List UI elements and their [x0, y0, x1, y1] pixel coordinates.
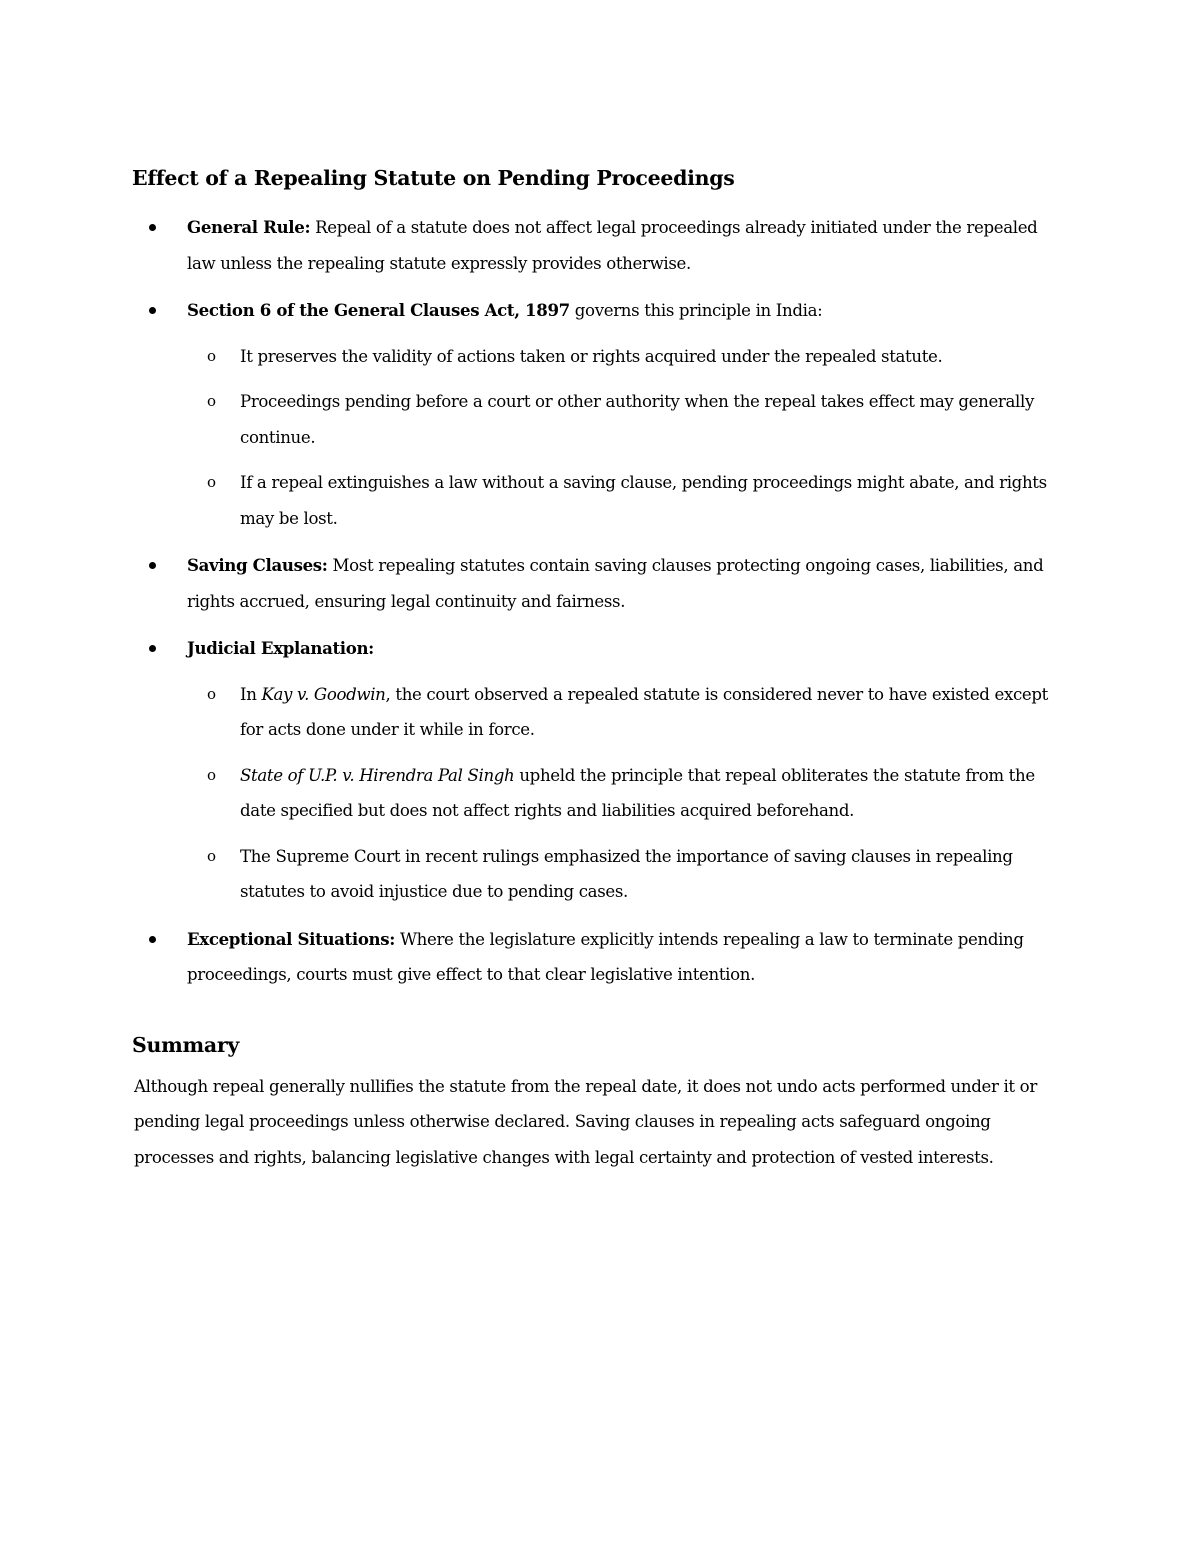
- bullet-label: Judicial Explanation:: [187, 638, 374, 658]
- bullet-icon: [149, 307, 156, 314]
- sub-item-text: It preserves the validity of actions taken or rights acquired under the repealed statute.: [240, 346, 943, 366]
- sub-item: [132, 384, 1062, 455]
- sub-item: [132, 758, 1062, 829]
- bullet-text: Most repealing statutes contain saving clauses protecting ongoing cases, liabilities, and rights accrued, ensuring legal continuity and fairness.: [187, 556, 1044, 611]
- circle-bullet-icon: o: [207, 392, 216, 410]
- section-6-sublist: [132, 339, 1062, 537]
- sub-item: [132, 839, 1062, 910]
- circle-bullet-icon: o: [207, 346, 216, 365]
- sub-item: [132, 677, 1062, 748]
- sub-item-text: Proceedings pending before a court or other authority when the repeal takes effect may generally continue.: [240, 392, 1034, 447]
- bullet-icon: [149, 562, 156, 569]
- bullet-icon: [149, 645, 156, 652]
- bullet-text: Where the legislature explicitly intends repealing a law to terminate pending proceedings, courts must give effect to that clear legislative intention.: [187, 929, 1024, 984]
- sub-item-pre: In: [240, 684, 262, 704]
- sub-item-text: The Supreme Court in recent rulings emphasized the importance of saving clauses in repealing statutes to avoid injustice due to pending cases.: [240, 846, 1013, 901]
- circle-bullet-icon: o: [207, 684, 216, 703]
- summary-body: Although repeal generally nullifies the statute from the repeal date, it does not undo acts performed under it or pending legal proceedings unless otherwise declared. Saving clauses in repealing acts safeguard ongoing processes and rights, balancing legislative changes with legal certainty and protection of vested interests.: [134, 1076, 1037, 1167]
- bullet-icon: [149, 936, 156, 943]
- sub-item: [132, 339, 1062, 375]
- bullet-label: Section 6 of the General Clauses Act, 1897: [187, 300, 570, 320]
- document-content: [132, 166, 1062, 1175]
- bullet-saving-clauses: [132, 548, 1062, 619]
- bullet-icon: [149, 224, 156, 231]
- sub-item-text: upheld the principle that repeal obliterates the statute from the date specified but does not affect rights and liabilities acquired beforehand.: [240, 765, 1035, 820]
- case-name: Kay v. Goodwin: [261, 684, 386, 704]
- bullet-label: Saving Clauses:: [187, 555, 328, 575]
- bullet-general-rule: [132, 210, 1062, 281]
- sub-item-text: If a repeal extinguishes a law without a saving clause, pending proceedings might abate, and rights may be lost.: [240, 473, 1047, 528]
- bullet-label: General Rule:: [187, 217, 311, 237]
- circle-bullet-icon: o: [207, 765, 216, 784]
- document-title: Effect of a Repealing Statute on Pending Proceedings: [132, 166, 735, 190]
- bullet-section-6: [132, 293, 1062, 329]
- circle-bullet-icon: o: [207, 846, 216, 865]
- bullet-label: Exceptional Situations:: [187, 928, 396, 949]
- bullet-judicial-explanation: [132, 631, 1062, 667]
- circle-bullet-icon: o: [207, 473, 216, 491]
- judicial-sublist: [132, 677, 1062, 910]
- bullet-text: Repeal of a statute does not affect legal proceedings already initiated under the repealed law unless the repealing statute expressly provides otherwise.: [187, 218, 1038, 273]
- sub-item: [132, 465, 1062, 536]
- bullet-exceptional-situations: [132, 922, 1062, 993]
- bullet-text: governs this principle in India:: [569, 301, 823, 320]
- sub-item-text: , the court observed a repealed statute is considered never to have existed except for acts done under it while in force.: [240, 684, 1048, 739]
- summary-heading: Summary: [132, 1032, 239, 1057]
- case-name: State of U.P. v. Hirendra Pal Singh: [240, 765, 515, 785]
